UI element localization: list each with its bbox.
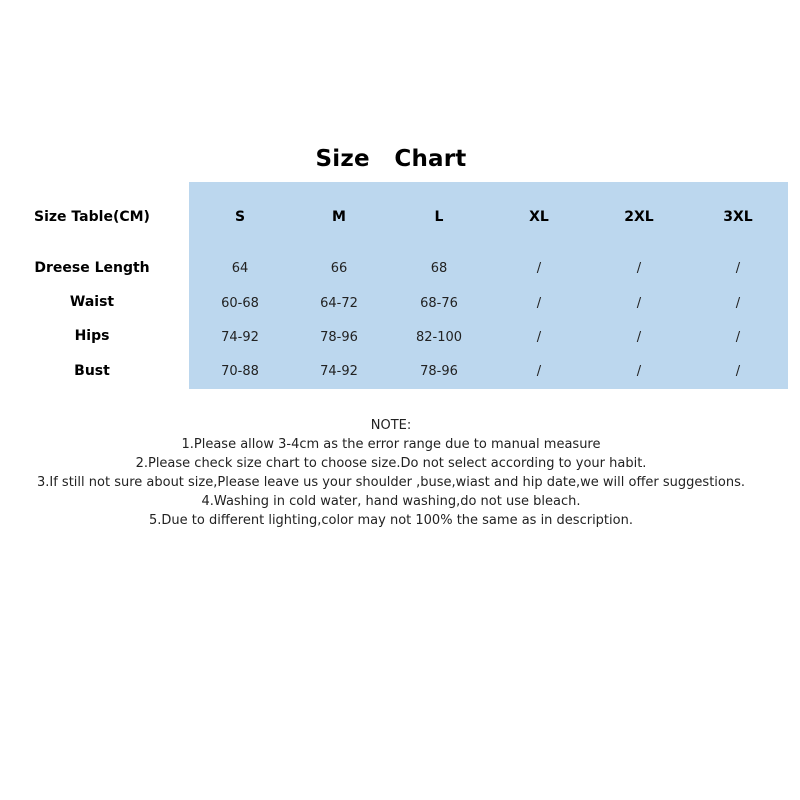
table-corner-label: Size Table(CM) <box>34 209 150 225</box>
table-cell: 66 <box>330 261 348 276</box>
note-line: 4.Washing in cold water, hand washing,do not use bleach. <box>201 494 581 509</box>
table-cell: / <box>536 330 542 345</box>
note-line: 2.Please check size chart to choose size.Do not select according to your habit. <box>135 456 647 471</box>
column-header-2xl: 2XL <box>624 209 654 225</box>
table-cell: / <box>735 364 741 379</box>
table-cell: / <box>536 364 542 379</box>
note-line: 1.Please allow 3-4cm as the error range due to manual measure <box>181 437 601 452</box>
column-header-s: S <box>234 209 246 225</box>
table-cell: / <box>735 296 741 311</box>
column-header-xl: XL <box>529 209 549 225</box>
table-cell: / <box>636 296 642 311</box>
table-cell: / <box>636 364 642 379</box>
table-cell: 68 <box>430 261 448 276</box>
table-cell: / <box>735 330 741 345</box>
table-cell: 64-72 <box>320 296 358 311</box>
table-cell: 74-92 <box>320 364 358 379</box>
column-header-3xl: 3XL <box>723 209 753 225</box>
table-cell: / <box>636 330 642 345</box>
notes-section <box>0 416 782 530</box>
table-cell: / <box>636 261 642 276</box>
notes-heading: NOTE: <box>370 418 412 433</box>
table-cell: 78-96 <box>420 364 458 379</box>
table-cell: 64 <box>231 261 249 276</box>
page-title: Size Chart <box>315 146 467 172</box>
row-label-hips: Hips <box>74 328 110 344</box>
table-cell: / <box>536 296 542 311</box>
table-cell: 82-100 <box>415 330 463 345</box>
note-line: 3.If still not sure about size,Please leave us your shoulder ,buse,wiast and hip date,we will offer suggestions. <box>36 475 745 490</box>
table-cell: 78-96 <box>320 330 358 345</box>
column-header-l: L <box>434 209 444 225</box>
table-cell: / <box>536 261 542 276</box>
row-label-bust: Bust <box>74 363 110 379</box>
table-cell: 60-68 <box>221 296 259 311</box>
column-header-m: M <box>332 209 346 225</box>
note-line: 5.Due to different lighting,color may not 100% the same as in description. <box>149 513 633 528</box>
row-label-waist: Waist <box>69 294 115 310</box>
row-label-dress-length: Dreese Length <box>34 260 150 276</box>
table-cell: / <box>735 261 741 276</box>
table-cell: 70-88 <box>221 364 259 379</box>
table-cell: 68-76 <box>420 296 458 311</box>
table-cell: 74-92 <box>221 330 259 345</box>
